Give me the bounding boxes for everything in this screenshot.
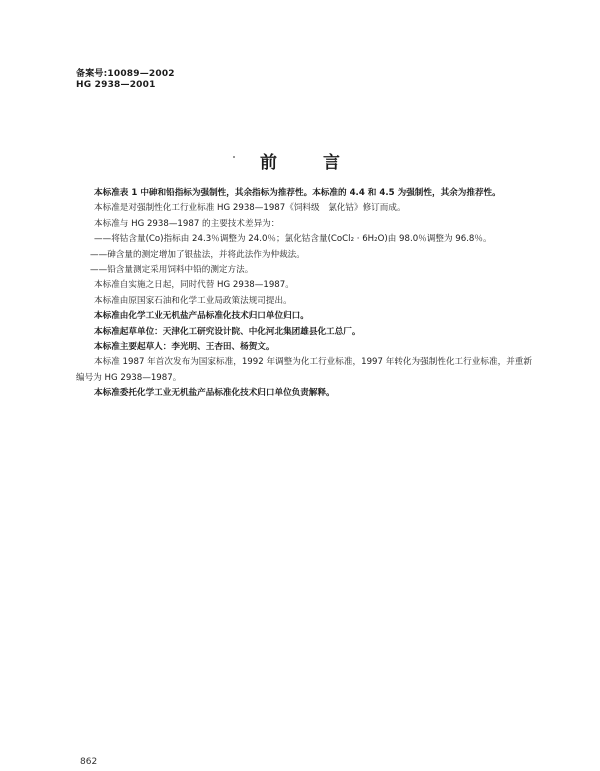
difference-item-lead: ——铅含量测定采用饲料中铅的测定方法。 <box>90 265 254 276</box>
paragraph-replacement: 本标准自实施之日起，同时代替 HG 2938—1987。 <box>94 280 294 291</box>
foreword-body <box>76 186 532 402</box>
difference-item-cobalt: ——将钴含量(Co)指标由 24.3％调整为 24.0％；氯化钴含量(CoCl₂ · 6H₂O)由 98.0％调整为 96.8％。 <box>94 234 492 245</box>
header-standard-code: HG 2938—2001 <box>76 80 156 90</box>
paragraph-drafting-units: 本标准起草单位：天津化工研究设计院、中化河北集团雄县化工总厂。 <box>94 326 361 337</box>
page-number: 862 <box>80 757 98 767</box>
paragraph-revision-source: 本标准是对强制性化工行业标准 HG 2938—1987《饲料级 氯化钴》修订而成。 <box>94 203 406 214</box>
paragraph-interpretation: 本标准委托化学工业无机盐产品标准化技术归口单位负责解释。 <box>94 388 335 399</box>
paragraph-centralized-unit: 本标准由化学工业无机盐产品标准化技术归口单位归口。 <box>94 311 309 322</box>
paragraph-history: 本标准 1987 年首次发布为国家标准，1992 年调整为化工行业标准，1997 年转化为强制性化工行业标准，并重新编号为 HG 2938—1987。 <box>76 357 532 383</box>
paragraph-mandatory-notice: 本标准表 1 中砷和铅指标为强制性，其余指标为推荐性。本标准的 4.4 和 4.5 为强制性，其余为推荐性。 <box>94 188 501 198</box>
difference-item-arsenic: ——砷含量的测定增加了银盐法，并将此法作为仲裁法。 <box>90 249 305 260</box>
paragraph-drafters: 本标准主要起草人：李光明、王杏田、杨贺文。 <box>94 342 275 353</box>
paragraph-differences-intro: 本标准与 HG 2938—1987 的主要技术差异为： <box>94 218 280 229</box>
header-record-number: 备案号:10089—2002 <box>76 69 175 79</box>
paragraph-proposer: 本标准由原国家石油和化学工业局政策法规司提出。 <box>94 295 292 306</box>
page-title: 前言 <box>260 153 386 173</box>
